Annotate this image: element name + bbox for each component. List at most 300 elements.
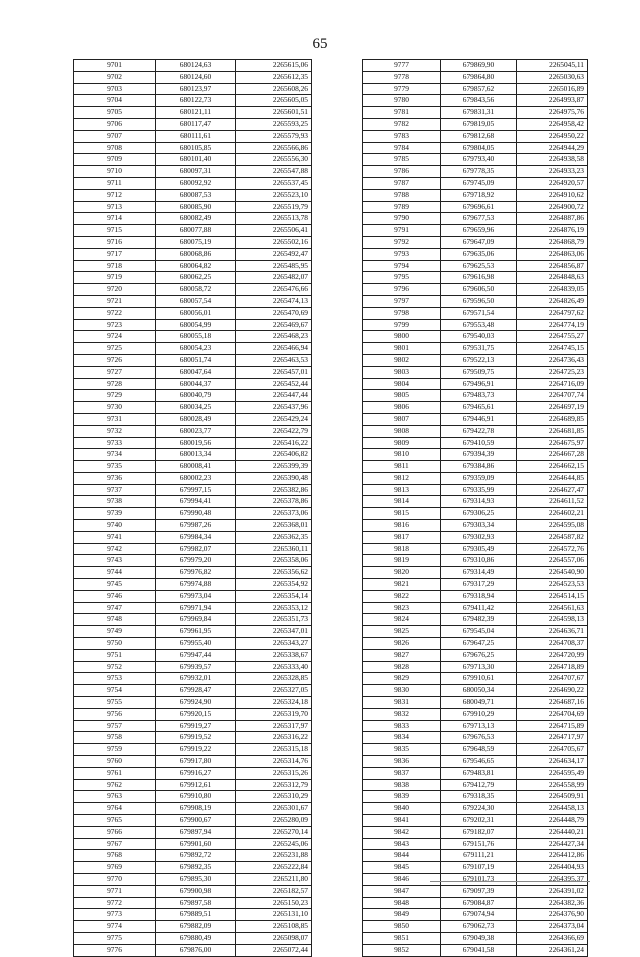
x-coordinate-cell: 679107,19 — [441, 862, 517, 874]
point-number-cell: 9747 — [74, 602, 156, 614]
table-row — [74, 932, 312, 944]
y-coordinate-cell: 2264708,37 — [517, 638, 588, 650]
coordinates-table-right — [362, 59, 588, 957]
y-coordinate-cell: 2265150,23 — [236, 897, 312, 909]
point-number-cell: 9756 — [74, 708, 156, 720]
table-row — [363, 248, 588, 260]
table-row — [74, 909, 312, 921]
point-number-cell: 9840 — [363, 803, 441, 815]
point-number-cell: 9765 — [74, 815, 156, 827]
x-coordinate-cell: 679900,67 — [156, 815, 236, 827]
x-coordinate-cell: 679924,90 — [156, 697, 236, 709]
point-number-cell: 9806 — [363, 402, 441, 414]
x-coordinate-cell: 679553,48 — [441, 319, 517, 331]
table-row — [363, 142, 588, 154]
table-row — [74, 413, 312, 425]
table-row — [74, 661, 312, 673]
y-coordinate-cell: 2265466,94 — [236, 343, 312, 355]
y-coordinate-cell: 2265315,26 — [236, 767, 312, 779]
x-coordinate-cell: 679900,98 — [156, 885, 236, 897]
table-row — [74, 944, 312, 956]
x-coordinate-cell: 680124,60 — [156, 71, 236, 83]
y-coordinate-cell: 2264958,42 — [517, 118, 588, 130]
x-coordinate-cell: 679182,07 — [441, 826, 517, 838]
point-number-cell: 9718 — [74, 260, 156, 272]
x-coordinate-cell: 679819,05 — [441, 118, 517, 130]
table-row — [363, 661, 588, 673]
y-coordinate-cell: 2265182,57 — [236, 885, 312, 897]
y-coordinate-cell: 2265422,79 — [236, 425, 312, 437]
y-coordinate-cell: 2265406,82 — [236, 449, 312, 461]
point-number-cell: 9705 — [74, 107, 156, 119]
y-coordinate-cell: 2264598,13 — [517, 614, 588, 626]
point-number-cell: 9789 — [363, 201, 441, 213]
x-coordinate-cell: 679987,26 — [156, 520, 236, 532]
x-coordinate-cell: 679522,13 — [441, 354, 517, 366]
x-coordinate-cell: 679394,39 — [441, 449, 517, 461]
point-number-cell: 9726 — [74, 354, 156, 366]
table-row — [363, 449, 588, 461]
point-number-cell: 9838 — [363, 779, 441, 791]
x-coordinate-cell: 679317,29 — [441, 579, 517, 591]
point-number-cell: 9766 — [74, 826, 156, 838]
x-coordinate-cell: 679571,54 — [441, 307, 517, 319]
y-coordinate-cell: 2264826,49 — [517, 295, 588, 307]
table-row — [363, 873, 588, 885]
table-row — [74, 154, 312, 166]
x-coordinate-cell: 679804,05 — [441, 142, 517, 154]
table-row — [363, 732, 588, 744]
point-number-cell: 9761 — [74, 767, 156, 779]
point-number-cell: 9720 — [74, 284, 156, 296]
y-coordinate-cell: 2264427,34 — [517, 838, 588, 850]
x-coordinate-cell: 679901,60 — [156, 838, 236, 850]
table-row — [363, 555, 588, 567]
x-coordinate-cell: 679482,39 — [441, 614, 517, 626]
x-coordinate-cell: 680077,88 — [156, 225, 236, 237]
table-row — [74, 897, 312, 909]
y-coordinate-cell: 2265378,86 — [236, 496, 312, 508]
x-coordinate-cell: 680101,40 — [156, 154, 236, 166]
point-number-cell: 9735 — [74, 461, 156, 473]
y-coordinate-cell: 2265131,10 — [236, 909, 312, 921]
point-number-cell: 9780 — [363, 95, 441, 107]
point-number-cell: 9716 — [74, 236, 156, 248]
y-coordinate-cell: 2265608,26 — [236, 83, 312, 95]
x-coordinate-cell: 680075,19 — [156, 236, 236, 248]
x-coordinate-cell: 680051,74 — [156, 354, 236, 366]
table-row — [363, 413, 588, 425]
point-number-cell: 9771 — [74, 885, 156, 897]
table-row — [363, 496, 588, 508]
x-coordinate-cell: 679314,49 — [441, 567, 517, 579]
point-number-cell: 9835 — [363, 744, 441, 756]
y-coordinate-cell: 2264391,02 — [517, 885, 588, 897]
y-coordinate-cell: 2264644,85 — [517, 472, 588, 484]
point-number-cell: 9749 — [74, 626, 156, 638]
y-coordinate-cell: 2265519,79 — [236, 201, 312, 213]
table-row — [74, 767, 312, 779]
x-coordinate-cell: 679969,84 — [156, 614, 236, 626]
y-coordinate-cell: 2265547,88 — [236, 166, 312, 178]
table-row — [74, 83, 312, 95]
table-row — [363, 638, 588, 650]
table-row — [363, 236, 588, 248]
y-coordinate-cell: 2264561,63 — [517, 602, 588, 614]
point-number-cell: 9751 — [74, 649, 156, 661]
x-coordinate-cell: 679919,27 — [156, 720, 236, 732]
table-row — [363, 531, 588, 543]
x-coordinate-cell: 680058,72 — [156, 284, 236, 296]
y-coordinate-cell: 2264933,23 — [517, 166, 588, 178]
y-coordinate-cell: 2264572,76 — [517, 543, 588, 555]
table-row — [74, 484, 312, 496]
point-number-cell: 9852 — [363, 944, 441, 956]
table-row — [363, 897, 588, 909]
point-number-cell: 9714 — [74, 213, 156, 225]
table-row — [74, 885, 312, 897]
point-number-cell: 9706 — [74, 118, 156, 130]
y-coordinate-cell: 2265502,16 — [236, 236, 312, 248]
point-number-cell: 9770 — [74, 873, 156, 885]
table-row — [363, 626, 588, 638]
point-number-cell: 9798 — [363, 307, 441, 319]
y-coordinate-cell: 2265468,23 — [236, 331, 312, 343]
y-coordinate-cell: 2264705,67 — [517, 744, 588, 756]
y-coordinate-cell: 2265485,95 — [236, 260, 312, 272]
point-number-cell: 9829 — [363, 673, 441, 685]
y-coordinate-cell: 2264557,06 — [517, 555, 588, 567]
y-coordinate-cell: 2265469,67 — [236, 319, 312, 331]
table-row — [363, 673, 588, 685]
point-number-cell: 9813 — [363, 484, 441, 496]
y-coordinate-cell: 2264509,91 — [517, 791, 588, 803]
point-number-cell: 9739 — [74, 508, 156, 520]
point-number-cell: 9721 — [74, 295, 156, 307]
table-row — [363, 71, 588, 83]
x-coordinate-cell: 679335,99 — [441, 484, 517, 496]
point-number-cell: 9727 — [74, 366, 156, 378]
y-coordinate-cell: 2264690,22 — [517, 685, 588, 697]
y-coordinate-cell: 2264920,57 — [517, 177, 588, 189]
table-row — [74, 779, 312, 791]
point-number-cell: 9709 — [74, 154, 156, 166]
point-number-cell: 9845 — [363, 862, 441, 874]
x-coordinate-cell: 680111,61 — [156, 130, 236, 142]
y-coordinate-cell: 2265354,92 — [236, 579, 312, 591]
y-coordinate-cell: 2265492,47 — [236, 248, 312, 260]
point-number-cell: 9796 — [363, 284, 441, 296]
y-coordinate-cell: 2264697,19 — [517, 402, 588, 414]
x-coordinate-cell: 679625,53 — [441, 260, 517, 272]
point-number-cell: 9787 — [363, 177, 441, 189]
y-coordinate-cell: 2265315,18 — [236, 744, 312, 756]
y-coordinate-cell: 2265098,07 — [236, 932, 312, 944]
coordinates-table-left — [73, 59, 312, 957]
point-number-cell: 9850 — [363, 921, 441, 933]
point-number-cell: 9839 — [363, 791, 441, 803]
point-number-cell: 9848 — [363, 897, 441, 909]
point-number-cell: 9725 — [74, 343, 156, 355]
x-coordinate-cell: 679713,30 — [441, 661, 517, 673]
x-coordinate-cell: 680049,71 — [441, 697, 517, 709]
point-number-cell: 9738 — [74, 496, 156, 508]
point-number-cell: 9837 — [363, 767, 441, 779]
table-row — [363, 909, 588, 921]
table-body-left — [74, 60, 312, 957]
x-coordinate-cell: 679895,30 — [156, 873, 236, 885]
y-coordinate-cell: 2264662,15 — [517, 461, 588, 473]
y-coordinate-cell: 2265270,14 — [236, 826, 312, 838]
y-coordinate-cell: 2264514,15 — [517, 590, 588, 602]
point-number-cell: 9767 — [74, 838, 156, 850]
x-coordinate-cell: 680056,01 — [156, 307, 236, 319]
point-number-cell: 9790 — [363, 213, 441, 225]
point-number-cell: 9713 — [74, 201, 156, 213]
y-coordinate-cell: 2265030,63 — [517, 71, 588, 83]
x-coordinate-cell: 679676,25 — [441, 649, 517, 661]
y-coordinate-cell: 2264868,79 — [517, 236, 588, 248]
table-row — [363, 885, 588, 897]
point-number-cell: 9743 — [74, 555, 156, 567]
y-coordinate-cell: 2264689,85 — [517, 413, 588, 425]
y-coordinate-cell: 2264900,72 — [517, 201, 588, 213]
table-row — [363, 756, 588, 768]
y-coordinate-cell: 2265327,05 — [236, 685, 312, 697]
point-number-cell: 9847 — [363, 885, 441, 897]
table-row — [74, 213, 312, 225]
x-coordinate-cell: 679880,49 — [156, 932, 236, 944]
y-coordinate-cell: 2264745,15 — [517, 343, 588, 355]
table-row — [74, 579, 312, 591]
table-row — [74, 130, 312, 142]
y-coordinate-cell: 2264440,21 — [517, 826, 588, 838]
y-coordinate-cell: 2264667,28 — [517, 449, 588, 461]
y-coordinate-cell: 2265447,44 — [236, 390, 312, 402]
table-row — [74, 543, 312, 555]
table-row — [74, 425, 312, 437]
point-number-cell: 9755 — [74, 697, 156, 709]
y-coordinate-cell: 2264382,36 — [517, 897, 588, 909]
point-number-cell: 9794 — [363, 260, 441, 272]
x-coordinate-cell: 680054,99 — [156, 319, 236, 331]
table-row — [363, 166, 588, 178]
table-row — [363, 461, 588, 473]
table-row — [74, 567, 312, 579]
table-row — [74, 673, 312, 685]
x-coordinate-cell: 679318,94 — [441, 590, 517, 602]
x-coordinate-cell: 679919,52 — [156, 732, 236, 744]
point-number-cell: 9778 — [363, 71, 441, 83]
y-coordinate-cell: 2265343,27 — [236, 638, 312, 650]
x-coordinate-cell: 679097,39 — [441, 885, 517, 897]
x-coordinate-cell: 679101,73 — [441, 873, 517, 885]
x-coordinate-cell: 679647,09 — [441, 236, 517, 248]
point-number-cell: 9733 — [74, 437, 156, 449]
x-coordinate-cell: 679908,19 — [156, 803, 236, 815]
table-row — [74, 520, 312, 532]
x-coordinate-cell: 679997,15 — [156, 484, 236, 496]
y-coordinate-cell: 2265368,01 — [236, 520, 312, 532]
x-coordinate-cell: 679947,44 — [156, 649, 236, 661]
point-number-cell: 9769 — [74, 862, 156, 874]
point-number-cell: 9814 — [363, 496, 441, 508]
y-coordinate-cell: 2265338,67 — [236, 649, 312, 661]
point-number-cell: 9815 — [363, 508, 441, 520]
point-number-cell: 9831 — [363, 697, 441, 709]
point-number-cell: 9712 — [74, 189, 156, 201]
y-coordinate-cell: 2265429,24 — [236, 413, 312, 425]
y-coordinate-cell: 2265347,01 — [236, 626, 312, 638]
table-row — [363, 921, 588, 933]
x-coordinate-cell: 679111,21 — [441, 850, 517, 862]
table-row — [363, 932, 588, 944]
point-number-cell: 9783 — [363, 130, 441, 142]
point-number-cell: 9728 — [74, 378, 156, 390]
y-coordinate-cell: 2265245,06 — [236, 838, 312, 850]
x-coordinate-cell: 679411,42 — [441, 602, 517, 614]
x-coordinate-cell: 679889,51 — [156, 909, 236, 921]
x-coordinate-cell: 679049,38 — [441, 932, 517, 944]
x-coordinate-cell: 679917,80 — [156, 756, 236, 768]
y-coordinate-cell: 2264687,16 — [517, 697, 588, 709]
point-number-cell: 9826 — [363, 638, 441, 650]
y-coordinate-cell: 2265333,40 — [236, 661, 312, 673]
x-coordinate-cell: 679910,61 — [441, 673, 517, 685]
table-row — [363, 260, 588, 272]
y-coordinate-cell: 2265556,30 — [236, 154, 312, 166]
y-coordinate-cell: 2264395,37 — [517, 873, 588, 885]
x-coordinate-cell: 679546,65 — [441, 756, 517, 768]
point-number-cell: 9715 — [74, 225, 156, 237]
table-row — [363, 331, 588, 343]
point-number-cell: 9764 — [74, 803, 156, 815]
x-coordinate-cell: 679422,78 — [441, 425, 517, 437]
y-coordinate-cell: 2265482,07 — [236, 272, 312, 284]
table-row — [363, 366, 588, 378]
table-row — [74, 166, 312, 178]
y-coordinate-cell: 2264595,49 — [517, 767, 588, 779]
table-body-right — [363, 60, 588, 957]
y-coordinate-cell: 2264975,76 — [517, 107, 588, 119]
point-number-cell: 9807 — [363, 413, 441, 425]
y-coordinate-cell: 2265463,53 — [236, 354, 312, 366]
x-coordinate-cell: 679314,93 — [441, 496, 517, 508]
point-number-cell: 9740 — [74, 520, 156, 532]
table-row — [74, 402, 312, 414]
point-number-cell: 9816 — [363, 520, 441, 532]
y-coordinate-cell: 2265351,73 — [236, 614, 312, 626]
y-coordinate-cell: 2264361,24 — [517, 944, 588, 956]
x-coordinate-cell: 680008,41 — [156, 461, 236, 473]
x-coordinate-cell: 679876,00 — [156, 944, 236, 956]
x-coordinate-cell: 679659,96 — [441, 225, 517, 237]
point-number-cell: 9827 — [363, 649, 441, 661]
point-number-cell: 9717 — [74, 248, 156, 260]
table-row — [74, 815, 312, 827]
x-coordinate-cell: 679410,59 — [441, 437, 517, 449]
point-number-cell: 9836 — [363, 756, 441, 768]
point-number-cell: 9843 — [363, 838, 441, 850]
y-coordinate-cell: 2264404,93 — [517, 862, 588, 874]
point-number-cell: 9784 — [363, 142, 441, 154]
x-coordinate-cell: 679465,61 — [441, 402, 517, 414]
y-coordinate-cell: 2264611,52 — [517, 496, 588, 508]
x-coordinate-cell: 680023,77 — [156, 425, 236, 437]
y-coordinate-cell: 2264540,90 — [517, 567, 588, 579]
point-number-cell: 9752 — [74, 661, 156, 673]
point-number-cell: 9825 — [363, 626, 441, 638]
y-coordinate-cell: 2265280,09 — [236, 815, 312, 827]
page-number: 65 — [312, 36, 328, 52]
x-coordinate-cell: 679990,48 — [156, 508, 236, 520]
y-coordinate-cell: 2264448,79 — [517, 815, 588, 827]
y-coordinate-cell: 2264774,19 — [517, 319, 588, 331]
point-number-cell: 9744 — [74, 567, 156, 579]
y-coordinate-cell: 2264412,86 — [517, 850, 588, 862]
x-coordinate-cell: 679718,92 — [441, 189, 517, 201]
table-row — [74, 225, 312, 237]
table-row — [74, 390, 312, 402]
point-number-cell: 9822 — [363, 590, 441, 602]
y-coordinate-cell: 2265324,18 — [236, 697, 312, 709]
table-row — [74, 472, 312, 484]
table-row — [363, 520, 588, 532]
point-number-cell: 9701 — [74, 60, 156, 72]
x-coordinate-cell: 679302,93 — [441, 531, 517, 543]
y-coordinate-cell: 2264736,43 — [517, 354, 588, 366]
table-row — [74, 248, 312, 260]
table-row — [363, 472, 588, 484]
x-coordinate-cell: 679920,15 — [156, 708, 236, 720]
table-row — [74, 697, 312, 709]
x-coordinate-cell: 679869,90 — [441, 60, 517, 72]
y-coordinate-cell: 2264797,62 — [517, 307, 588, 319]
point-number-cell: 9812 — [363, 472, 441, 484]
table-row — [363, 944, 588, 956]
x-coordinate-cell: 679892,72 — [156, 850, 236, 862]
y-coordinate-cell: 2265452,44 — [236, 378, 312, 390]
y-coordinate-cell: 2264938,58 — [517, 154, 588, 166]
point-number-cell: 9748 — [74, 614, 156, 626]
table-row — [74, 850, 312, 862]
y-coordinate-cell: 2265310,29 — [236, 791, 312, 803]
x-coordinate-cell: 680097,31 — [156, 166, 236, 178]
y-coordinate-cell: 2265474,13 — [236, 295, 312, 307]
point-number-cell: 9799 — [363, 319, 441, 331]
table-row — [363, 602, 588, 614]
x-coordinate-cell: 680002,23 — [156, 472, 236, 484]
point-number-cell: 9772 — [74, 897, 156, 909]
table-row — [74, 508, 312, 520]
x-coordinate-cell: 680013,34 — [156, 449, 236, 461]
x-coordinate-cell: 679928,47 — [156, 685, 236, 697]
point-number-cell: 9763 — [74, 791, 156, 803]
x-coordinate-cell: 679151,76 — [441, 838, 517, 850]
y-coordinate-cell: 2265016,89 — [517, 83, 588, 95]
point-number-cell: 9800 — [363, 331, 441, 343]
point-number-cell: 9809 — [363, 437, 441, 449]
point-number-cell: 9736 — [74, 472, 156, 484]
point-number-cell: 9797 — [363, 295, 441, 307]
point-number-cell: 9762 — [74, 779, 156, 791]
table-row — [74, 272, 312, 284]
y-coordinate-cell: 2264704,69 — [517, 708, 588, 720]
table-row — [74, 720, 312, 732]
table-row — [74, 189, 312, 201]
point-number-cell: 9834 — [363, 732, 441, 744]
point-number-cell: 9730 — [74, 402, 156, 414]
